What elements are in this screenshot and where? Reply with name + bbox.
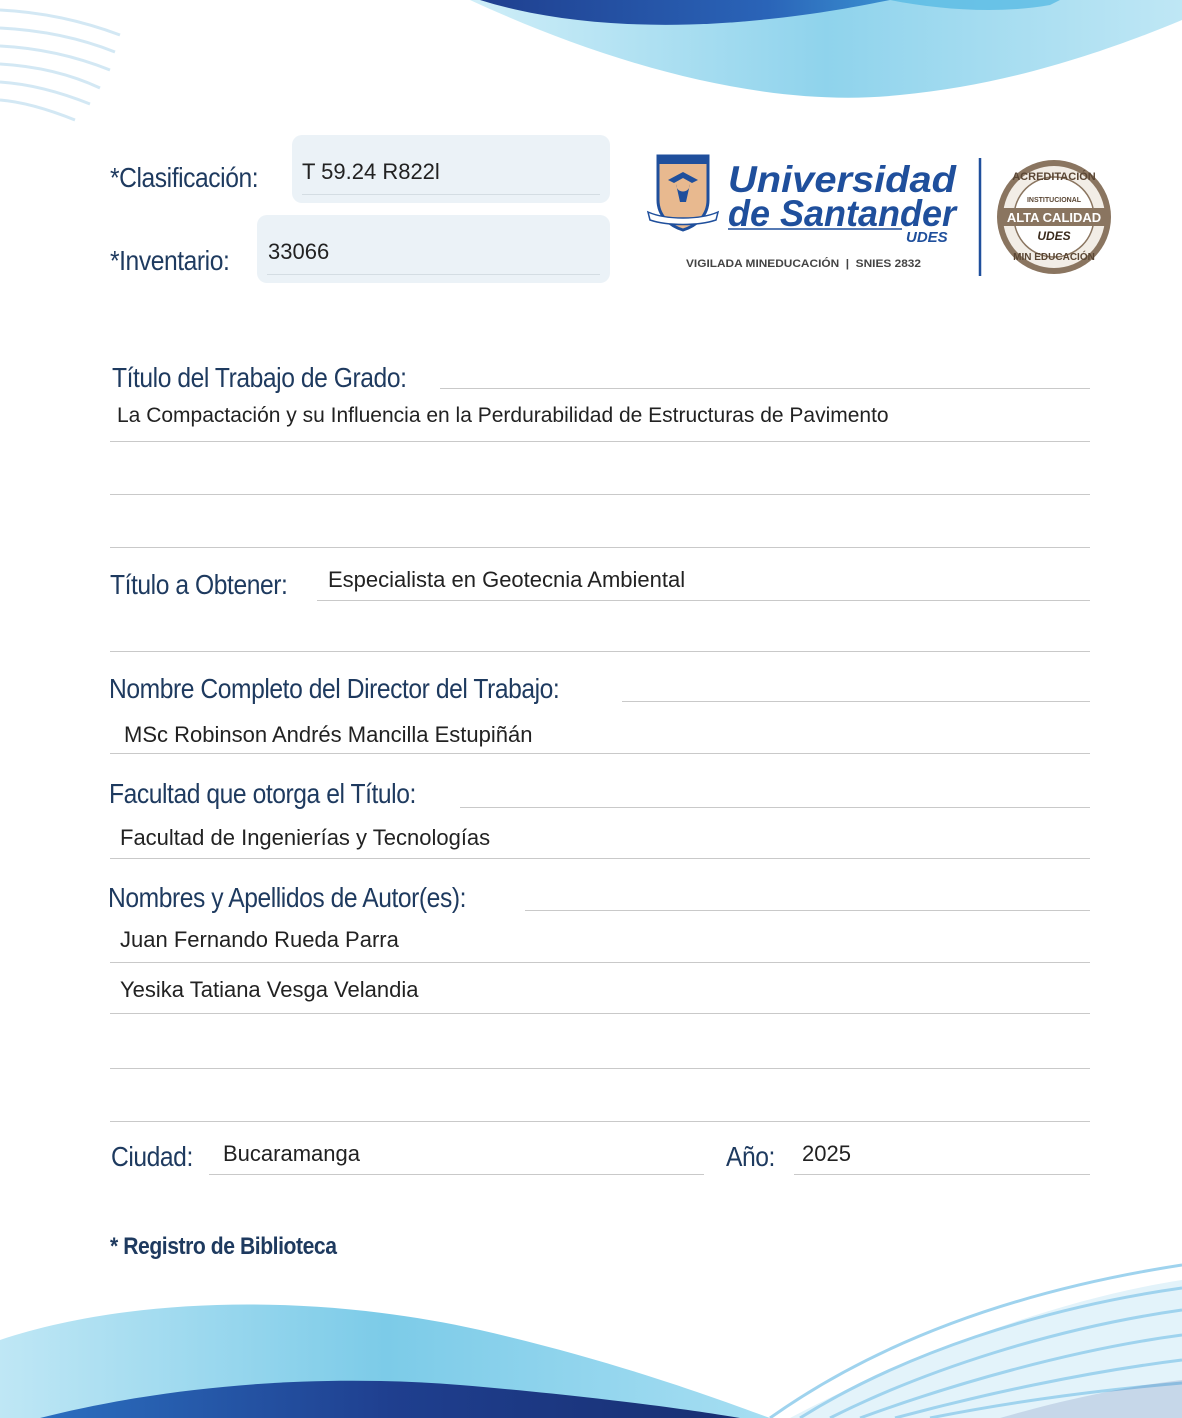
anio-value: 2025 [802,1141,851,1166]
clasificacion-field [292,135,610,203]
director-value: MSc Robinson Andrés Mancilla Estupiñán [124,722,533,747]
seal-bottom: MIN EDUCACIÓN [1013,252,1095,263]
inventario-field [257,215,610,283]
seal-institucional: INSTITUCIONAL [1026,197,1082,204]
titulo-trabajo-value: La Compactación y su Influencia en la Perdurabilidad de Estructuras de Pavimento [117,404,889,427]
titulo-obtener-value: Especialista en Geotecnia Ambiental [328,567,686,592]
registro-note: * Registro de Biblioteca [110,1233,337,1260]
facultad-label: Facultad que otorga el Título: [109,778,416,809]
autor-2-value: Yesika Tatiana Vesga Velandia [120,977,419,1002]
inventario-label: *Inventario: [110,245,230,276]
inventario-value: 33066 [268,239,330,264]
seal-top: ACREDITACIÓN [1012,171,1096,183]
accreditation-seal-icon [997,160,1111,274]
university-logo-graphic [646,150,1116,285]
logo-acronym: UDES [906,229,948,246]
titulo-trabajo-label: Título del Trabajo de Grado: [112,362,407,393]
university-logo [646,150,1116,285]
clasificacion-label: *Clasificación: [110,162,259,193]
director-label: Nombre Completo del Director del Trabajo: [109,673,560,704]
autores-label: Nombres y Apellidos de Autor(es): [108,882,466,913]
logo-name-line1: Universidad [728,159,958,200]
ciudad-value: Bucaramanga [223,1141,360,1166]
facultad-value: Facultad de Ingenierías y Tecnologías [120,825,491,850]
ciudad-label: Ciudad: [111,1141,193,1172]
titulo-obtener-label: Título a Obtener: [110,569,288,600]
seal-udes: UDES [1037,229,1071,243]
clasificacion-value: T 59.24 R822l [302,159,440,184]
shield-icon [648,156,718,230]
logo-name-line2: de Santander [728,193,959,234]
autor-1-value: Juan Fernando Rueda Parra [120,927,399,952]
seal-main: ALTA CALIDAD [1006,210,1102,225]
logo-tagline: VIGILADA MINEDUCACIÓN | SNIES 2832 [686,258,904,270]
anio-label: Año: [726,1141,775,1172]
